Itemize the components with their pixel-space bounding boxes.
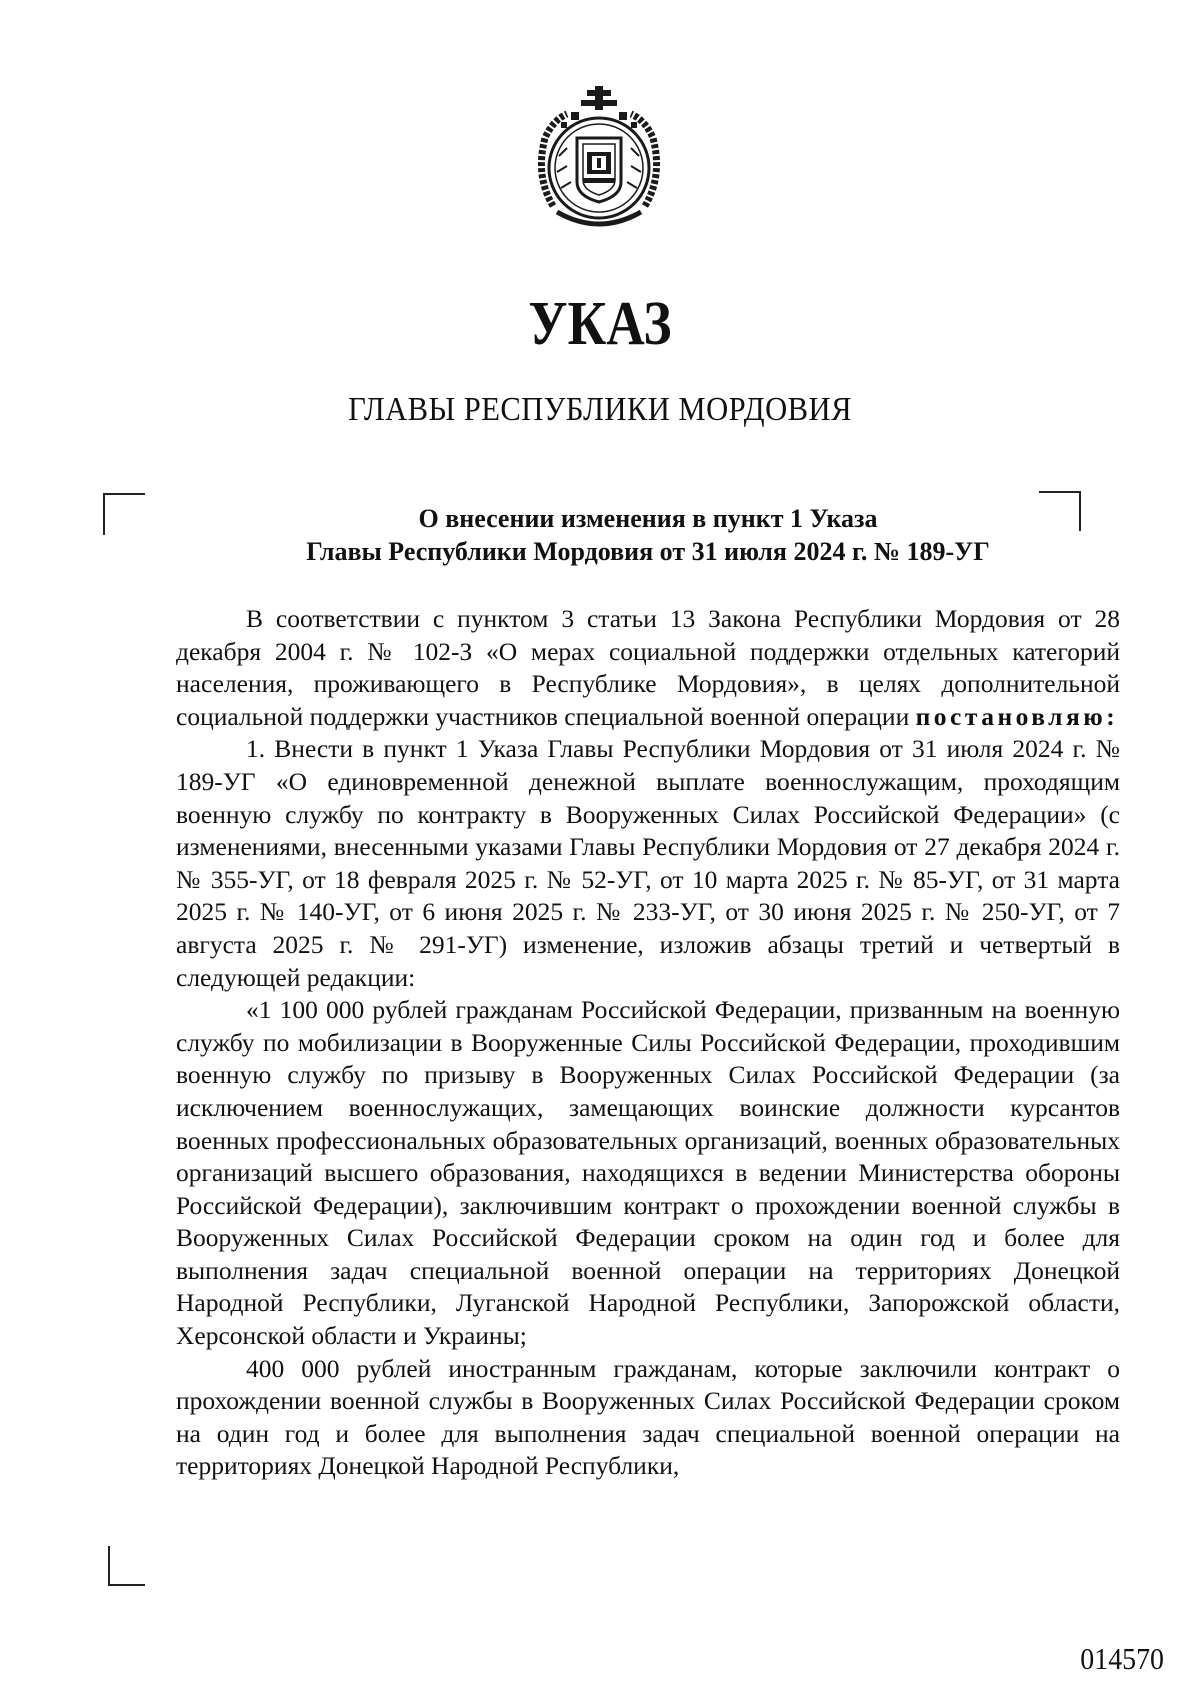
paragraph-amendment-3: «1 100 000 рублей гражданам Российской Федерации, призванным на военную службу по мобилизации в Вооруженные Силы Российской Федерации, проходившим военную службу по призыву в Вооруженных Силах Российской Федерации (за исключением военнослужащих, замещающих воинские должности курсантов военных профессиональных образовательных организаций, военных образовательных организаций высшего образования, находящихся в ведении Министерства обороны Российской Федерации), заключившим контракт о прохождении военной службы в Вооруженных Силах Российской Федерации сроком на один год и более для выполнения задач специальной военной операции на территориях Донецкой Народной Республики, Луганской Народной Республики, Запорожской области, Херсонской области и Украины; — [176, 995, 1120, 1351]
corner-mark-top-left — [103, 493, 145, 535]
paragraph-preamble — [176, 603, 1120, 733]
document-title: УКАЗ — [528, 290, 672, 358]
paragraph-amendment-4: 400 000 рублей иностранным гражданам, которые заключили контракт о прохождении военной службы в Вооруженных Силах Российской Федерации сроком на один год и более для выполнения задач специальной военной операции на территориях Донецкой Народной Республики, — [176, 1353, 1120, 1481]
document-heading — [176, 502, 1120, 568]
coat-of-arms-emblem — [531, 86, 667, 236]
paragraph-text: В соответствии с пунктом 3 статьи 13 Закона Республики Мордовия от 28 декабря 2004 г. № 102-З «О мерах социальной поддержки отдельных категорий населения, проживающего в Республике Мордовия», в целях дополнительной социальной поддержки участников специальной военной операции — [176, 604, 1120, 731]
paragraph-clause-1: 1. Внести в пункт 1 Указа Главы Республики Мордовия от 31 июля 2024 г. № 189-УГ «О единовременной денежной выплате военнослужащим, проходящим военную службу по контракту в Вооруженных Силах Российской Федерации» (с изменениями, внесенными указами Главы Республики Мордовия от 27 декабря 2024 г. № 355-УГ, от 18 февраля 2025 г. № 52-УГ, от 10 марта 2025 г. № 85-УГ, от 31 марта 2025 г. № 140-УГ, от 6 июня 2025 г. № 233-УГ, от 30 июня 2025 г. № 250-УГ, от 7 августа 2025 г. № 291-УГ) изменение, изложив абзацы третий и четвертый в следующей редакции: — [176, 734, 1120, 992]
document-subtitle: ГЛАВЫ РЕСПУБЛИКИ МОРДОВИЯ — [348, 391, 852, 428]
heading-line: Главы Республики Мордовия от 31 июля 2024 г. № 189-УГ — [306, 537, 990, 566]
resolution-keyword: постановляю: — [915, 701, 1119, 731]
document-body — [176, 603, 1120, 1483]
heading-line: О внесении изменения в пункт 1 Указа — [418, 504, 878, 533]
corner-mark-bottom-left — [108, 1546, 145, 1586]
document-serial-number: 014570 — [1080, 1641, 1164, 1676]
